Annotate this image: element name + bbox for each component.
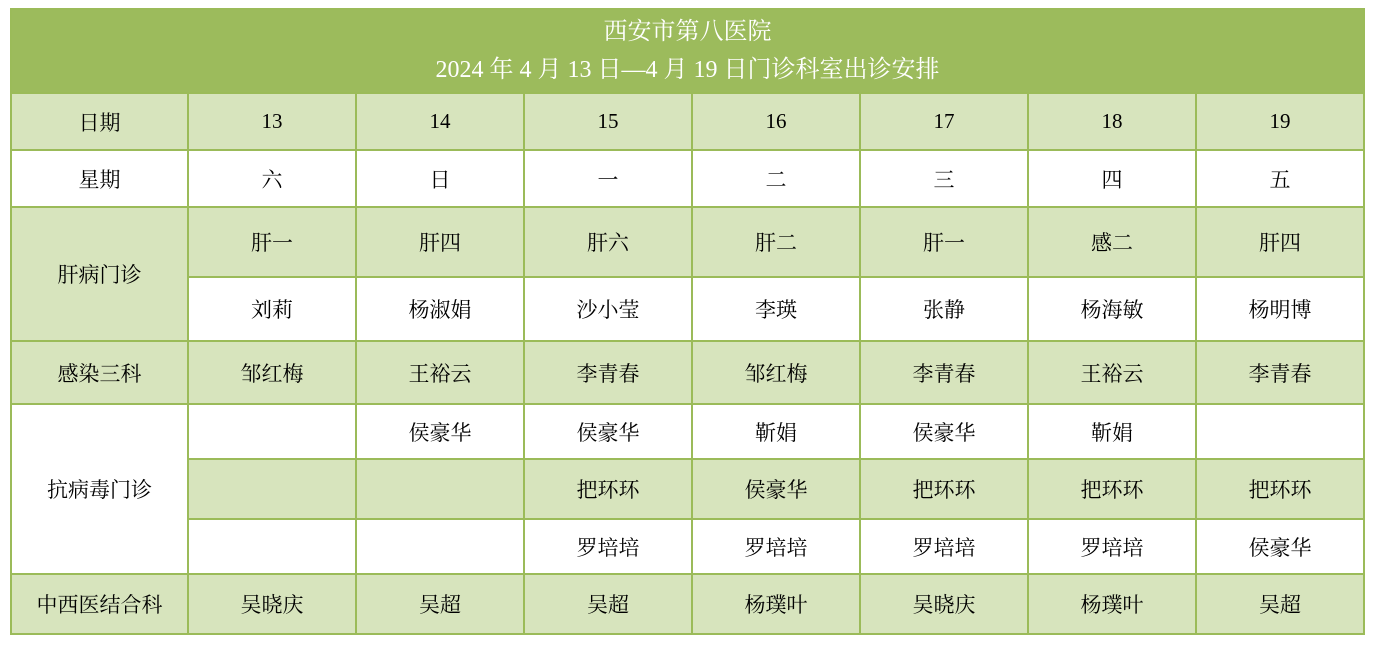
- row-label-liver-clinic: 肝病门诊: [11, 207, 188, 341]
- schedule-cell: 吴超: [356, 574, 524, 634]
- date-cell: 14: [356, 93, 524, 150]
- date-cell: 19: [1196, 93, 1364, 150]
- schedule-cell: 把环环: [1196, 459, 1364, 519]
- schedule-cell: 杨明博: [1196, 277, 1364, 341]
- schedule-cell: [1196, 404, 1364, 459]
- date-cell: 16: [692, 93, 860, 150]
- weekday-cell: 日: [356, 150, 524, 207]
- schedule-cell: 把环环: [860, 459, 1028, 519]
- schedule-cell: 杨淑娟: [356, 277, 524, 341]
- liver-clinic-row-1: [11, 207, 1364, 277]
- schedule-cell: 肝六: [524, 207, 692, 277]
- row-label-tcm-western-dept: 中西医结合科: [11, 574, 188, 634]
- schedule-table: [10, 8, 1365, 635]
- antiviral-clinic-row-1: [11, 404, 1364, 459]
- schedule-cell: 侯豪华: [692, 459, 860, 519]
- antiviral-clinic-row-3: [11, 519, 1364, 574]
- schedule-cell: 邹红梅: [188, 341, 356, 404]
- schedule-cell: 李青春: [860, 341, 1028, 404]
- row-label-date: 日期: [11, 93, 188, 150]
- schedule-cell: 李青春: [524, 341, 692, 404]
- weekday-cell: 一: [524, 150, 692, 207]
- schedule-cell: 邹红梅: [692, 341, 860, 404]
- weekday-cell: 二: [692, 150, 860, 207]
- row-label-weekday: 星期: [11, 150, 188, 207]
- schedule-date-range: 2024 年 4 月 13 日—4 月 19 日门诊科室出诊安排: [435, 57, 940, 83]
- date-cell: 17: [860, 93, 1028, 150]
- schedule-cell: 感二: [1028, 207, 1196, 277]
- schedule-cell: 侯豪华: [356, 404, 524, 459]
- date-row: [11, 93, 1364, 150]
- schedule-cell: 杨海敏: [1028, 277, 1196, 341]
- table-title: [11, 9, 1364, 93]
- schedule-cell: 吴晓庆: [860, 574, 1028, 634]
- schedule-cell: 肝二: [692, 207, 860, 277]
- title-row: [11, 9, 1364, 93]
- date-cell: 18: [1028, 93, 1196, 150]
- weekday-cell: 四: [1028, 150, 1196, 207]
- schedule-cell: 刘莉: [188, 277, 356, 341]
- schedule-cell: 肝四: [1196, 207, 1364, 277]
- weekday-cell: 五: [1196, 150, 1364, 207]
- schedule-cell: 肝一: [860, 207, 1028, 277]
- schedule-cell: 把环环: [1028, 459, 1196, 519]
- infection-dept3-row: [11, 341, 1364, 404]
- schedule-cell: 吴晓庆: [188, 574, 356, 634]
- schedule-cell: 把环环: [524, 459, 692, 519]
- row-label-antiviral-clinic: 抗病毒门诊: [11, 404, 188, 574]
- schedule-cell: 张静: [860, 277, 1028, 341]
- schedule-cell: 侯豪华: [860, 404, 1028, 459]
- date-cell: 13: [188, 93, 356, 150]
- tcm-western-dept-row: [11, 574, 1364, 634]
- schedule-cell: 罗培培: [860, 519, 1028, 574]
- weekday-row: [11, 150, 1364, 207]
- schedule-cell: [188, 459, 356, 519]
- schedule-cell: 李瑛: [692, 277, 860, 341]
- schedule-cell: 吴超: [1196, 574, 1364, 634]
- schedule-cell: [356, 519, 524, 574]
- schedule-cell: 侯豪华: [1196, 519, 1364, 574]
- schedule-cell: 李青春: [1196, 341, 1364, 404]
- weekday-cell: 三: [860, 150, 1028, 207]
- schedule-cell: 沙小莹: [524, 277, 692, 341]
- schedule-cell: 侯豪华: [524, 404, 692, 459]
- schedule-cell: 杨璞叶: [1028, 574, 1196, 634]
- weekday-cell: 六: [188, 150, 356, 207]
- schedule-cell: [356, 459, 524, 519]
- schedule-cell: 罗培培: [524, 519, 692, 574]
- schedule-sheet: [10, 8, 1365, 635]
- schedule-cell: 杨璞叶: [692, 574, 860, 634]
- schedule-cell: [188, 519, 356, 574]
- date-cell: 15: [524, 93, 692, 150]
- schedule-cell: [188, 404, 356, 459]
- schedule-cell: 吴超: [524, 574, 692, 634]
- schedule-cell: 肝一: [188, 207, 356, 277]
- schedule-cell: 罗培培: [692, 519, 860, 574]
- schedule-cell: 肝四: [356, 207, 524, 277]
- schedule-cell: 靳娟: [692, 404, 860, 459]
- hospital-name: 西安市第八医院: [603, 19, 772, 45]
- row-label-infection-dept3: 感染三科: [11, 341, 188, 404]
- schedule-cell: 王裕云: [356, 341, 524, 404]
- schedule-cell: 靳娟: [1028, 404, 1196, 459]
- liver-clinic-row-2: [11, 277, 1364, 341]
- schedule-cell: 王裕云: [1028, 341, 1196, 404]
- schedule-cell: 罗培培: [1028, 519, 1196, 574]
- antiviral-clinic-row-2: [11, 459, 1364, 519]
